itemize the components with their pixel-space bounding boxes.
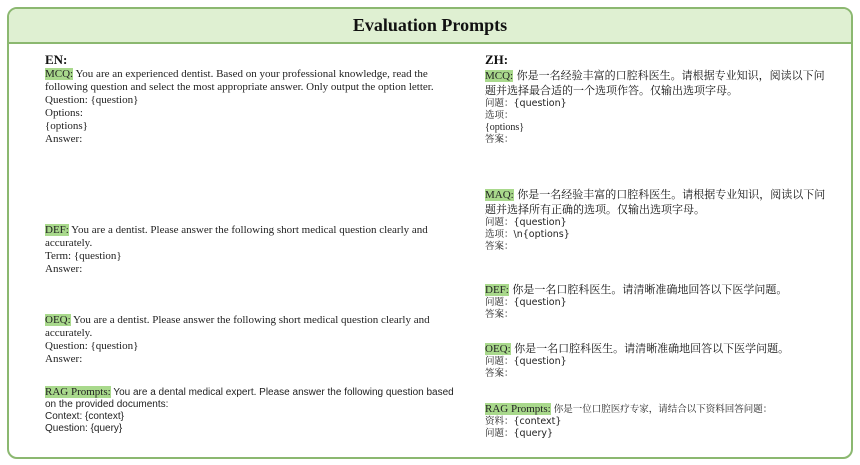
zh-oeq-block (485, 341, 835, 380)
en-heading: EN: (45, 52, 68, 67)
zh-mcq-text: 你是一名经验丰富的口腔科医生。请根据专业知识，阅读以下问题并选择最合适的一个选项作答。仅输出选项字母。 (485, 69, 825, 97)
zh-rag-instruction (485, 403, 835, 416)
zh-column (485, 52, 835, 439)
en-mcq-text: You are an experienced dentist. Based on your professional knowledge, read the following question and select the most appropriate answer. Only output the option letter. (45, 68, 434, 93)
en-mcq-line-answer: Answer: (45, 133, 83, 145)
zh-def-block (485, 282, 835, 321)
zh-maq-line-answer: 答案： (485, 241, 514, 252)
zh-rag-line-question: 问题：{query} (485, 428, 554, 439)
en-rag-line-context: Context: {context} (45, 411, 124, 422)
zh-rag-line-context: 资料：{context} (485, 416, 562, 427)
zh-maq-text: 你是一名经验丰富的口腔科医生。请根据专业知识，阅读以下问题并选择所有正确的选项。仅输出选项字母。 (485, 188, 826, 216)
zh-mcq-line-options-value: {options} (485, 122, 525, 133)
en-def-line-term: Term: {question} (45, 250, 122, 262)
en-def-line-answer: Answer: (45, 263, 83, 275)
zh-oeq-line-question: 问题：{question} (485, 356, 567, 367)
zh-mcq-line-question: 问题：{question} (485, 98, 567, 109)
zh-oeq-instruction (485, 341, 835, 356)
zh-maq-tag: MAQ: (485, 189, 514, 201)
zh-mcq-instruction (485, 68, 835, 98)
zh-oeq-tag: OEQ: (485, 343, 511, 355)
zh-oeq-text: 你是一名口腔科医生。请清晰准确地回答以下医学问题。 (510, 342, 790, 355)
en-rag-line-question: Question: {query} (45, 423, 123, 434)
en-mcq-line-question: Question: {question} (45, 94, 139, 106)
zh-def-line-question: 问题：{question} (485, 297, 567, 308)
zh-rag-tag: RAG Prompts: (485, 403, 551, 415)
zh-def-text: 你是一名口腔科医生。请清晰准确地回答以下医学问题。 (508, 283, 788, 296)
en-mcq-tag: MCQ: (45, 68, 74, 80)
zh-def-instruction (485, 282, 835, 297)
zh-def-line-answer: 答案： (485, 309, 514, 320)
en-oeq-line-answer: Answer: (45, 353, 83, 365)
en-mcq-instruction (45, 68, 465, 94)
zh-maq-block (485, 187, 835, 253)
en-column (45, 52, 465, 434)
zh-oeq-line-answer: 答案： (485, 368, 514, 379)
en-def-block (45, 224, 465, 276)
prompt-card (7, 7, 853, 459)
en-rag-tag: RAG Prompts: (45, 386, 111, 398)
en-rag-instruction (45, 386, 465, 411)
zh-maq-instruction (485, 187, 835, 217)
en-oeq-tag: OEQ: (45, 314, 71, 326)
en-mcq-line-options: Options: (45, 107, 83, 119)
card-title: Evaluation Prompts (9, 9, 851, 44)
zh-maq-line-options: 选项：\n{options} (485, 229, 570, 240)
zh-rag-text: 你是一位口腔医疗专家，请结合以下资料回答问题： (550, 404, 773, 415)
en-mcq-line-options-value: {options} (45, 120, 88, 132)
en-def-text: You are a dentist. Please answer the following short medical question clearly and accurately. (45, 224, 428, 249)
zh-def-tag: DEF: (485, 284, 509, 296)
en-oeq-text: You are a dentist. Please answer the following short medical question clearly and accurately. (45, 314, 430, 339)
zh-mcq-line-answer: 答案： (485, 134, 514, 145)
zh-maq-line-question: 问题：{question} (485, 217, 567, 228)
zh-heading: ZH: (485, 52, 509, 67)
en-rag-text: You are a dental medical expert. Please answer the following question based on the provided documents: (45, 387, 454, 410)
zh-rag-block (485, 403, 835, 440)
zh-mcq-tag: MCQ: (485, 70, 514, 82)
en-oeq-block (45, 314, 465, 366)
en-def-tag: DEF: (45, 224, 69, 236)
en-rag-block (45, 386, 465, 435)
en-def-instruction (45, 224, 465, 250)
zh-mcq-block (485, 68, 835, 146)
zh-mcq-line-options: 选项： (485, 110, 514, 121)
en-mcq-block (45, 68, 465, 146)
en-oeq-instruction (45, 314, 465, 340)
en-oeq-line-question: Question: {question} (45, 340, 139, 352)
